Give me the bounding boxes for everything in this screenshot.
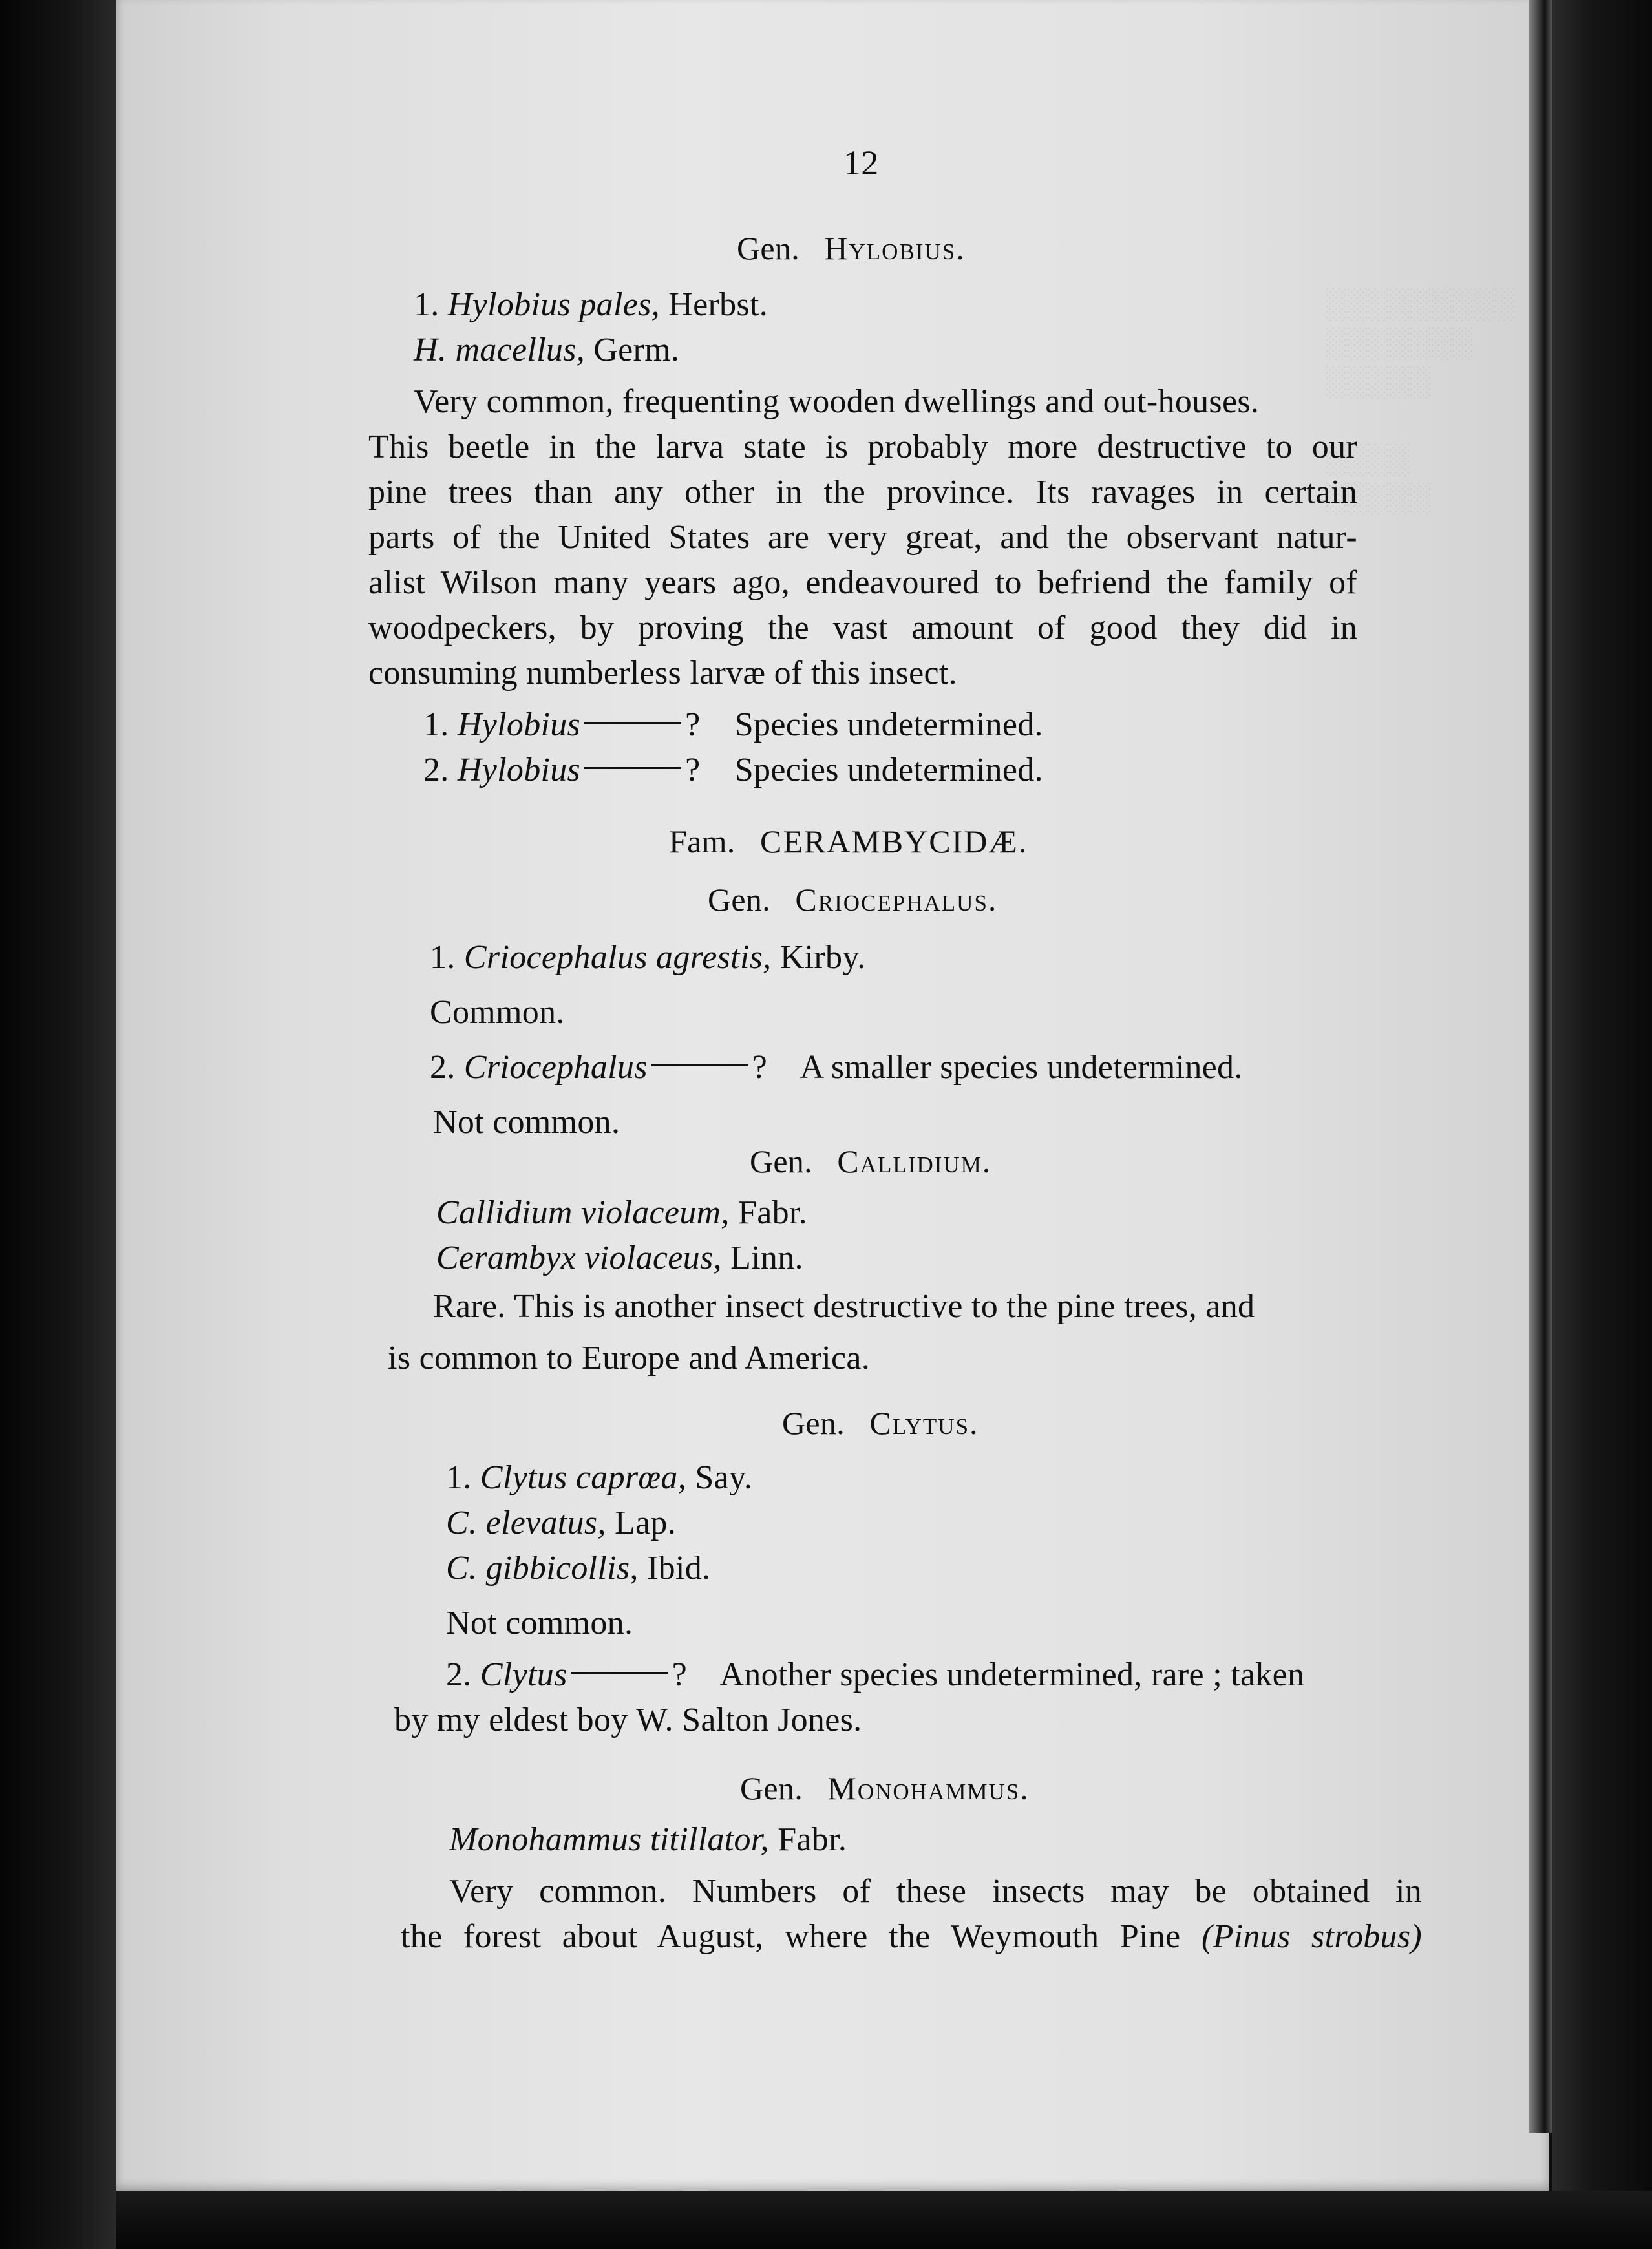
paragraph-line: pine trees than any other in the province. Its ravages in certain xyxy=(368,474,1357,511)
entry-number: 1. xyxy=(446,1459,472,1496)
status-note: Not common. xyxy=(433,1104,620,1141)
synonym-author: Germ. xyxy=(593,332,680,368)
blank-rule xyxy=(651,1064,748,1066)
genus-name: Criocephalus. xyxy=(795,882,998,918)
family-name: CERAMBYCIDÆ. xyxy=(760,823,1028,860)
genus-heading-hylobius xyxy=(737,227,966,269)
paragraph-line xyxy=(401,1916,1422,1958)
page-number: 12 xyxy=(843,143,879,182)
paragraph-line: Very common, frequenting wooden dwellings and out-houses. xyxy=(414,383,1260,420)
entry-number: 2. xyxy=(446,1656,472,1693)
genus-heading-monohammus xyxy=(740,1768,1030,1809)
species-entry xyxy=(436,1192,807,1234)
species-name: Clytus caprœa, xyxy=(480,1459,687,1496)
gen-label: Gen. xyxy=(782,1405,845,1441)
status-note: Common. xyxy=(430,994,565,1031)
species-entry xyxy=(414,284,768,326)
gen-label: Gen. xyxy=(708,882,771,918)
query-mark: ? xyxy=(685,752,701,788)
entry-number: 2. xyxy=(423,752,449,788)
species-name: Callidium violaceum, xyxy=(436,1194,730,1231)
entry-note: A smaller species undetermined. xyxy=(800,1049,1243,1086)
paragraph-line: by my eldest boy W. Salton Jones. xyxy=(394,1702,862,1738)
synonym-author: Ibid. xyxy=(647,1550,711,1587)
entry-number: 2. xyxy=(430,1049,456,1086)
species-name: Hylobius pales, xyxy=(447,286,660,323)
entry-number: 1. xyxy=(423,706,449,743)
entry-note: Species undetermined. xyxy=(734,752,1043,788)
synonym-author: Linn. xyxy=(730,1240,803,1276)
genus-name: Clytus. xyxy=(869,1405,979,1441)
genus-name: Monohammus. xyxy=(827,1770,1030,1806)
query-mark: ? xyxy=(672,1656,688,1693)
family-heading xyxy=(669,821,1028,862)
undetermined-entry xyxy=(423,704,1043,746)
paragraph-line: This beetle in the larva state is probably more destructive to our xyxy=(368,428,1357,465)
query-mark: ? xyxy=(752,1049,768,1086)
paragraph-line: consuming numberless larvæ of this insect. xyxy=(368,655,957,692)
gen-label: Gen. xyxy=(740,1770,803,1806)
synonym-entry xyxy=(414,330,679,371)
genus-name: Hylobius xyxy=(457,706,581,743)
undetermined-entry xyxy=(423,750,1043,791)
genus-name: Hylobius. xyxy=(824,230,966,266)
scan-bottom-margin xyxy=(116,2191,1652,2249)
undetermined-entry xyxy=(446,1654,1304,1696)
synonym-name: H. macellus, xyxy=(414,332,585,368)
status-note: Not common. xyxy=(446,1605,633,1642)
paragraph-text: the forest about August, where the Weymouth Pine xyxy=(401,1918,1181,1955)
paragraph-line: woodpeckers, by proving the vast amount of good they did in xyxy=(368,609,1357,646)
species-author: Say. xyxy=(695,1459,753,1496)
species-author: Fabr. xyxy=(738,1194,807,1231)
paragraph-line: alist Wilson many years ago, endeavoured to befriend the family of xyxy=(368,564,1357,601)
show-through-text: ░░░░░░░░░ ░░░░░░░ ░░░░░ ░░░░ ░░░░░ xyxy=(1325,287,1515,514)
species-author: Herbst. xyxy=(668,286,768,323)
fam-label: Fam. xyxy=(669,823,736,860)
paragraph-line: Very common. Numbers of these insects may be obtained in xyxy=(449,1873,1422,1910)
gen-label: Gen. xyxy=(750,1143,813,1179)
synonym-name: Cerambyx violaceus, xyxy=(436,1240,722,1276)
species-author: Kirby. xyxy=(779,939,866,976)
species-entry xyxy=(446,1457,752,1499)
paragraph-line: is common to Europe and America. xyxy=(388,1340,871,1377)
synonym-name: C. gibbicollis, xyxy=(446,1550,639,1587)
synonym-entry xyxy=(446,1548,710,1589)
undetermined-entry xyxy=(430,1047,1243,1088)
entry-note: Another species undetermined, rare ; taken xyxy=(719,1656,1305,1693)
paragraph-line: parts of the United States are very great, and the observant natur- xyxy=(368,519,1357,556)
blank-rule xyxy=(571,1672,668,1674)
species-name: Monohammus titillator, xyxy=(449,1821,769,1858)
species-entry xyxy=(449,1819,847,1861)
genus-name: Clytus xyxy=(480,1656,567,1693)
blank-rule xyxy=(584,722,681,724)
genus-name: Hylobius xyxy=(457,752,581,788)
entry-note: Species undetermined. xyxy=(734,706,1043,743)
italic-name: (Pinus strobus) xyxy=(1202,1918,1422,1955)
genus-name: Criocephalus xyxy=(463,1049,648,1086)
paragraph-line: Rare. This is another insect destructive to the pine trees, and xyxy=(433,1288,1255,1325)
genus-heading-clytus xyxy=(782,1402,979,1444)
species-author: Fabr. xyxy=(778,1821,847,1858)
query-mark: ? xyxy=(685,706,701,743)
entry-number: 1. xyxy=(430,939,456,976)
blank-rule xyxy=(584,767,681,769)
species-name: Criocephalus agrestis, xyxy=(463,939,772,976)
synonym-entry xyxy=(436,1238,803,1279)
entry-number: 1. xyxy=(414,286,439,323)
synonym-name: C. elevatus, xyxy=(446,1505,606,1541)
species-entry xyxy=(430,937,866,978)
gen-label: Gen. xyxy=(737,230,800,266)
synonym-author: Lap. xyxy=(614,1505,677,1541)
genus-heading-criocephalus xyxy=(708,879,997,920)
genus-name: Callidium. xyxy=(837,1143,992,1179)
genus-heading-callidium xyxy=(750,1141,991,1182)
synonym-entry xyxy=(446,1503,676,1544)
